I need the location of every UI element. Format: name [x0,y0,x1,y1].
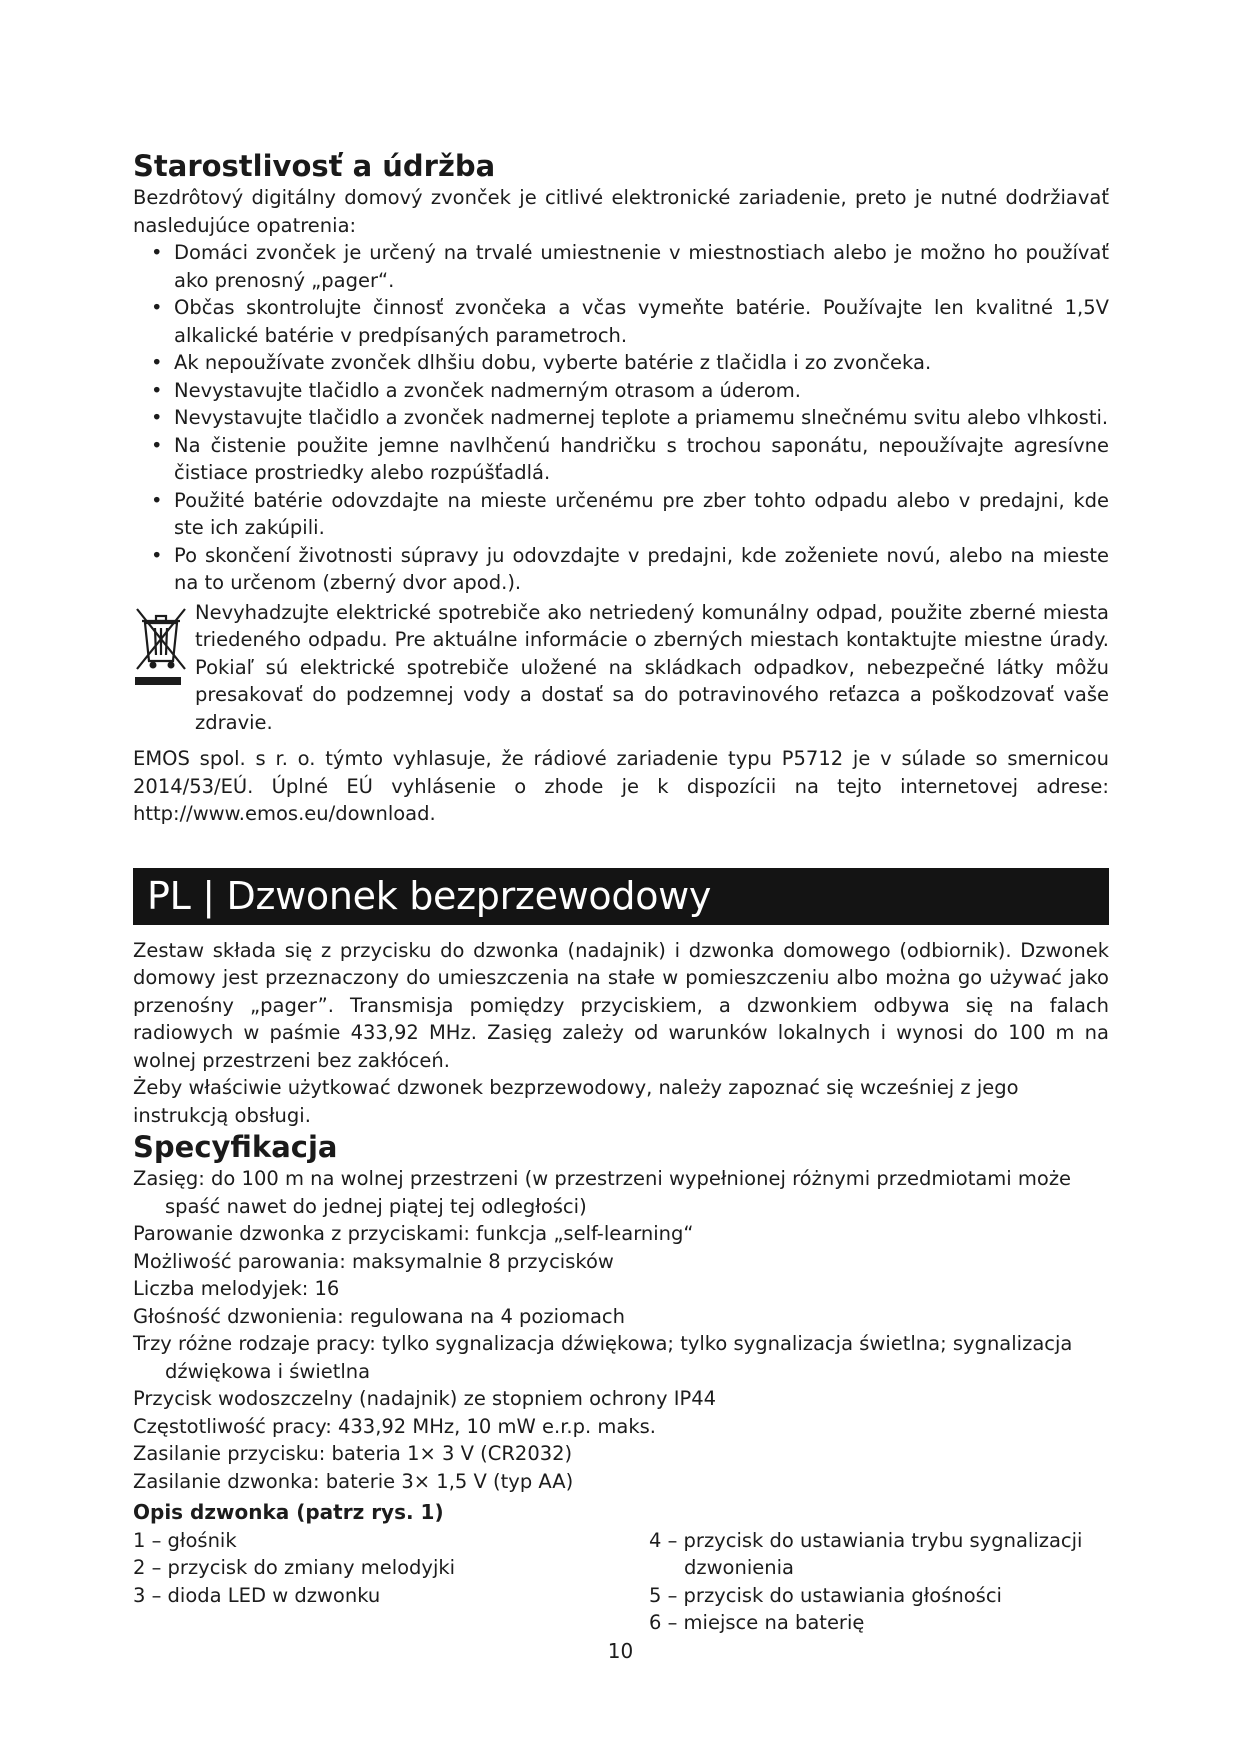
spec-line: Trzy różne rodzaje pracy: tylko sygnalizacja dźwiękowa; tylko sygnalizacja świetlna; sygnalizacja dźwiękowa i świetlna [133,1332,1073,1383]
list-item: • Nevystavujte tlačidlo a zvonček nadmernej teplote a priamemu slnečnému svitu alebo vlhkosti. [133,404,1109,432]
sk-care-heading: Starostlivosť a údržba [133,149,496,183]
pl-description-heading: Opis dzwonka (patrz rys. 1) [133,1500,444,1524]
spec-line: Zasilanie przycisku: bateria 1× 3 V (CR2032) [133,1442,573,1465]
description-item: 5 – przycisk do ustawiania głośności [649,1583,1002,1607]
crossed-out-bin-icon [133,601,189,687]
list-item: • Nevystavujte tlačidlo a zvonček nadmerným otrasom a úderom. [133,377,1109,405]
spec-line: Możliwość parowania: maksymalnie 8 przycisków [133,1249,614,1273]
description-item: 6 – miejsce na baterię [649,1611,865,1634]
pl-spec-list [133,1165,1109,1495]
sk-care-list [133,239,1109,597]
description-item: 1 – głośnik [133,1528,237,1552]
document-page [133,148,1109,1637]
pl-description-columns [133,1527,1109,1637]
pl-spec-heading: Specyfikacja [133,1130,338,1164]
page-number: 10 [607,1639,634,1663]
list-item: • Na čistenie použite jemne navlhčenú handričku s trochou saponátu, nepoužívajte agresívne čistiace prostriedky alebo rozpúšťadlá. [133,432,1109,487]
weee-notice [133,599,1109,737]
description-item: 2 – przycisk do zmiany melodyjki [133,1556,456,1579]
description-item: 4 – przycisk do ustawiania trybu sygnalizacji dzwonienia [649,1528,1083,1579]
list-item: • Občas skontrolujte činnosť zvončeka a včas vymeňte batérie. Používajte len kvalitné 1,5V alkalické batérie v predpísaných parametroch. [133,294,1109,349]
spec-line: Głośność dzwonienia: regulowana na 4 poziomach [133,1304,625,1328]
spec-line: Przycisk wodoszczelny (nadajnik) ze stopniem ochrony IP44 [133,1387,717,1410]
spec-line: Zasilanie dzwonka: baterie 3× 1,5 V (typ AA) [133,1469,574,1493]
spec-line: Parowanie dzwonka z przyciskami: funkcja „self-learning“ [133,1222,694,1245]
spec-line: Zasięg: do 100 m na wolnej przestrzeni (w przestrzeni wypełnionej różnymi przedmiotami może spaść nawet do jednej piątej tej odległości) [133,1167,1072,1218]
sk-care-intro: Bezdrôtový digitálny domový zvonček je citlivé elektronické zariadenie, preto je nutné dodržiavať nasledujúce opatrenia: [133,186,1109,237]
description-left-column [133,1527,649,1637]
list-item: • Ak nepoužívate zvonček dlhšiu dobu, vyberte batérie z tlačidla i zo zvončeka. [133,349,1109,377]
spec-line: Częstotliwość pracy: 433,92 MHz, 10 mW e.r.p. maks. [133,1414,657,1438]
description-right-column [649,1527,1109,1637]
list-item: • Použité batérie odovzdajte na mieste určenému pre zber tohto odpadu alebo v predajni, kde ste ich zakúpili. [133,487,1109,542]
pl-section-banner: PL | Dzwonek bezprzewodowy [133,868,1109,925]
list-item: • Domáci zvonček je určený na trvalé umiestnenie v miestnostiach alebo je možno ho používať ako prenosný „pager“. [133,239,1109,294]
description-item: 3 – dioda LED w dzwonku [133,1583,381,1607]
pl-intro-manual: Żeby właściwie użytkować dzwonek bezprzewodowy, należy zapoznać się wcześniej z jego instrukcją obsługi. [133,1076,1019,1127]
spec-line: Liczba melodyjek: 16 [133,1277,340,1300]
list-item: • Po skončení životnosti súpravy ju odovzdajte v predajni, kde zoženiete novú, alebo na mieste na to určenom (zberný dvor apod.). [133,542,1109,597]
pl-intro: Zestaw składa się z przycisku do dzwonka (nadajnik) i dzwonka domowego (odbiornik). Dzwonek domowy jest przeznaczony do umieszczenia na stałe w pomieszczeniu albo można go używać jako przenośny „pager”. Transmisja pomiędzy przyciskiem, a dzwonkiem odbywa się na falach radiowych w paśmie 433,92 MHz. Zasięg zależy od warunków lokalnych i wynosi do 100 m na wolnej przestrzeni bez zakłóceń. [133,938,1109,1072]
weee-text: Nevyhadzujte elektrické spotrebiče ako netriedený komunálny odpad, použite zberné miesta triedeného odpadu. Pre aktuálne informácie o zberných miestach kontaktujte miestne úrady. Pokiaľ sú elektrické spotrebiče uložené na skládkach odpadkov, nebezpečné látky môžu presakovať do podzemnej vody a dostať sa do potravinového reťazca a poškodzovať vaše zdravie. [195,600,1109,734]
sk-declaration: EMOS spol. s r. o. týmto vyhlasuje, že rádiové zariadenie typu P5712 je v súlade so smernicou 2014/53/EÚ. Úplné EÚ vyhlásenie o zhode je k dispozícii na tejto internetovej adrese: http://www.emos.eu/download. [133,747,1109,825]
